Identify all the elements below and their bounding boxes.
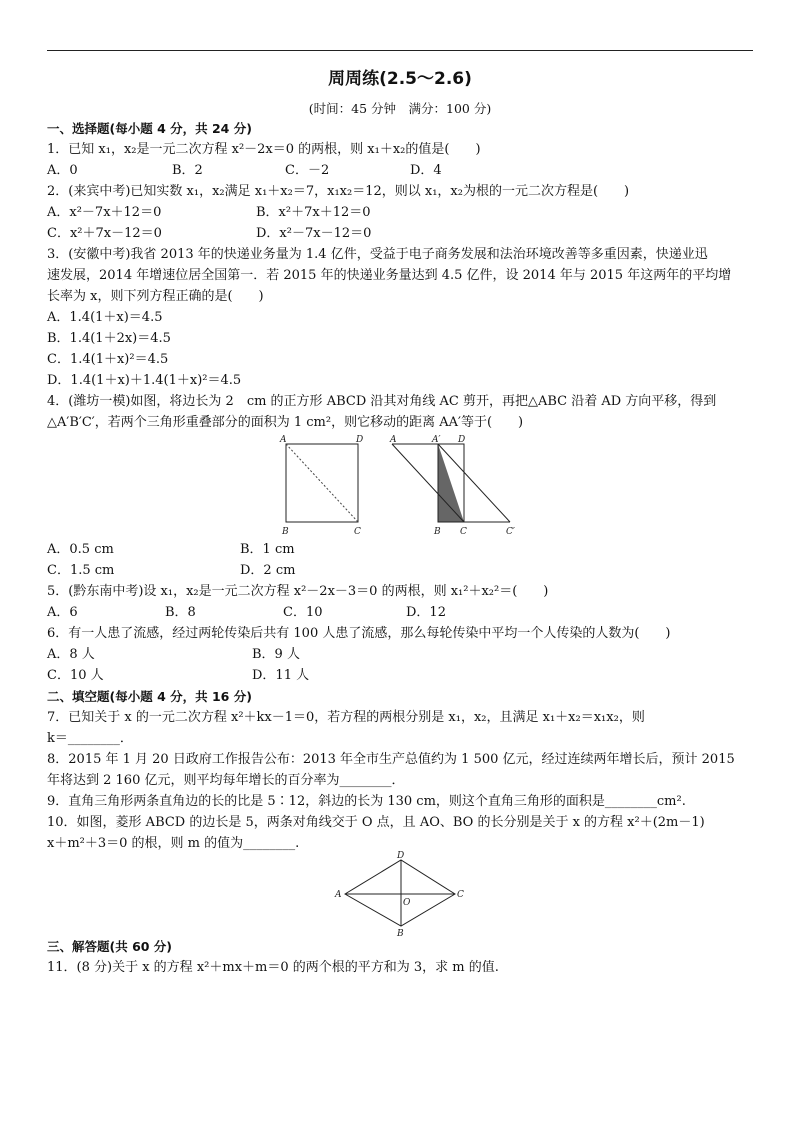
q1-option-b: B．2 <box>172 163 203 178</box>
q10-stem-line1: 10．如图，菱形 ABCD 的边长是 5，两条对角线交于 O 点，且 AO、BO 的长分别是关于 x 的方程 x²＋(2m－1) <box>47 815 705 830</box>
q10-label-d: D <box>397 851 405 861</box>
q5-option-a: A．6 <box>47 605 78 620</box>
q7-stem-line1: 7．已知关于 x 的一元二次方程 x²＋kx－1＝0，若方程的两根分别是 x₁，x₂，且满足 x₁＋x₂＝x₁x₂，则 <box>47 710 645 725</box>
q3-option-c: C．1.4(1＋x)²＝4.5 <box>47 352 169 367</box>
q10-stem-line2: x＋m²＋3＝0 的根，则 m 的值为________. <box>47 836 300 851</box>
q5-stem: 5．(黔东南中考)设 x₁，x₂是一元二次方程 x²－2x－3＝0 的两根，则 x₁²＋x₂²＝( ) <box>47 584 549 599</box>
q4-figure-square <box>276 432 372 540</box>
q11-stem: 11．(8 分)关于 x 的方程 x²＋mx＋m＝0 的两个根的平方和为 3，求 m 的值. <box>47 960 499 975</box>
page-title: 周周练(2.5～2.6) <box>328 69 472 89</box>
q6-option-c: C．10 人 <box>47 668 104 683</box>
q7-stem-line2: k＝________． <box>47 731 133 746</box>
section-choice-heading: 一、选择题(每小题 4 分，共 24 分) <box>47 121 252 136</box>
q3-option-a: A．1.4(1＋x)＝4.5 <box>47 310 163 325</box>
top-rule <box>47 50 753 51</box>
q6-option-b: B．9 人 <box>252 647 300 662</box>
q5-option-d: D．12 <box>406 605 446 620</box>
q4-stem-line2: △A′B′C′，若两个三角形重叠部分的面积为 1 cm²，则它移动的距离 AA′等于( ) <box>47 415 524 430</box>
q10-rhombus-figure <box>333 850 467 940</box>
q9-stem: 9．直角三角形两条直角边的长的比是 5∶12，斜边的长为 130 cm，则这个直角三角形的面积是________cm². <box>47 794 686 809</box>
q4-fig1-label-a: A <box>280 435 287 445</box>
q4-fig2-label-a-prime: A′ <box>432 435 441 445</box>
q4-fig2-label-a: A <box>390 435 397 445</box>
q2-option-d: D．x²－7x－12＝0 <box>256 226 372 241</box>
q4-stem-line1: 4．(潍坊一模)如图，将边长为 2 cm 的正方形 ABCD 沿其对角线 AC 剪开，再把△ABC 沿着 AD 方向平移，得到 <box>47 394 717 409</box>
q4-fig2-label-d: D <box>458 435 466 445</box>
section-fill-heading: 二、填空题(每小题 4 分，共 16 分) <box>47 689 252 704</box>
q4-fig2-label-c: C <box>460 527 467 537</box>
section-answer-heading: 三、解答题(共 60 分) <box>47 939 173 954</box>
q6-option-d: D．11 人 <box>252 668 310 683</box>
page-subtitle: (时间：45 分钟 满分：100 分) <box>308 101 492 116</box>
q4-fig1-label-d: D <box>356 435 364 445</box>
q10-label-a: A <box>335 890 342 900</box>
q5-option-b: B．8 <box>165 605 196 620</box>
q10-label-c: C <box>457 890 464 900</box>
q1-stem: 1．已知 x₁，x₂是一元二次方程 x²－2x＝0 的两根，则 x₁＋x₂的值是( ) <box>47 142 481 157</box>
q4-fig2-label-c-prime: C′ <box>506 527 515 537</box>
q3-option-d: D．1.4(1＋x)＋1.4(1＋x)²＝4.5 <box>47 373 242 388</box>
q3-stem-line3: 长率为 x，则下列方程正确的是( ) <box>47 289 264 304</box>
q5-option-c: C．10 <box>283 605 323 620</box>
q1-option-a: A．0 <box>47 163 78 178</box>
q10-label-b: B <box>397 929 404 939</box>
q4-option-d: D．2 cm <box>240 563 296 578</box>
q2-option-a: A．x²－7x＋12＝0 <box>47 205 162 220</box>
q8-stem-line2: 年将达到 2 160 亿元，则平均每年增长的百分率为________． <box>47 773 405 788</box>
q2-stem: 2．(来宾中考)已知实数 x₁，x₂满足 x₁＋x₂＝7，x₁x₂＝12，则以 x₁，x₂为根的一元二次方程是( ) <box>47 184 630 199</box>
q8-stem-line1: 8．2015 年 1 月 20 日政府工作报告公布：2013 年全市生产总值约为 1 500 亿元，经过连续两年增长后，预计 2015 <box>47 752 735 767</box>
q6-stem: 6．有一人患了流感，经过两轮传染后共有 100 人患了流感，那么每轮传染中平均一个人传染的人数为( ) <box>47 626 671 641</box>
q2-option-b: B．x²＋7x＋12＝0 <box>256 205 371 220</box>
q4-fig2-label-b: B <box>434 527 441 537</box>
q4-figure-translated <box>388 432 528 540</box>
q3-stem-line1: 3．(安徽中考)我省 2013 年的快递业务量为 1.4 亿件，受益于电子商务发展和法治环境改善等多重因素，快递业迅 <box>47 247 708 262</box>
q1-option-c: C．－2 <box>285 163 330 178</box>
q4-fig1-label-b: B <box>282 527 289 537</box>
q4-option-a: A．0.5 cm <box>47 542 114 557</box>
q2-option-c: C．x²＋7x－12＝0 <box>47 226 162 241</box>
q10-label-o: O <box>403 898 411 908</box>
q4-fig1-label-c: C <box>354 527 361 537</box>
q4-option-b: B．1 cm <box>240 542 295 557</box>
q3-stem-line2: 速发展，2014 年增速位居全国第一．若 2015 年的快递业务量达到 4.5 亿件，设 2014 年与 2015 年这两年的平均增 <box>47 268 732 283</box>
q3-option-b: B．1.4(1＋2x)＝4.5 <box>47 331 171 346</box>
q6-option-a: A．8 人 <box>47 647 95 662</box>
q1-option-d: D．4 <box>410 163 442 178</box>
q4-option-c: C．1.5 cm <box>47 563 115 578</box>
